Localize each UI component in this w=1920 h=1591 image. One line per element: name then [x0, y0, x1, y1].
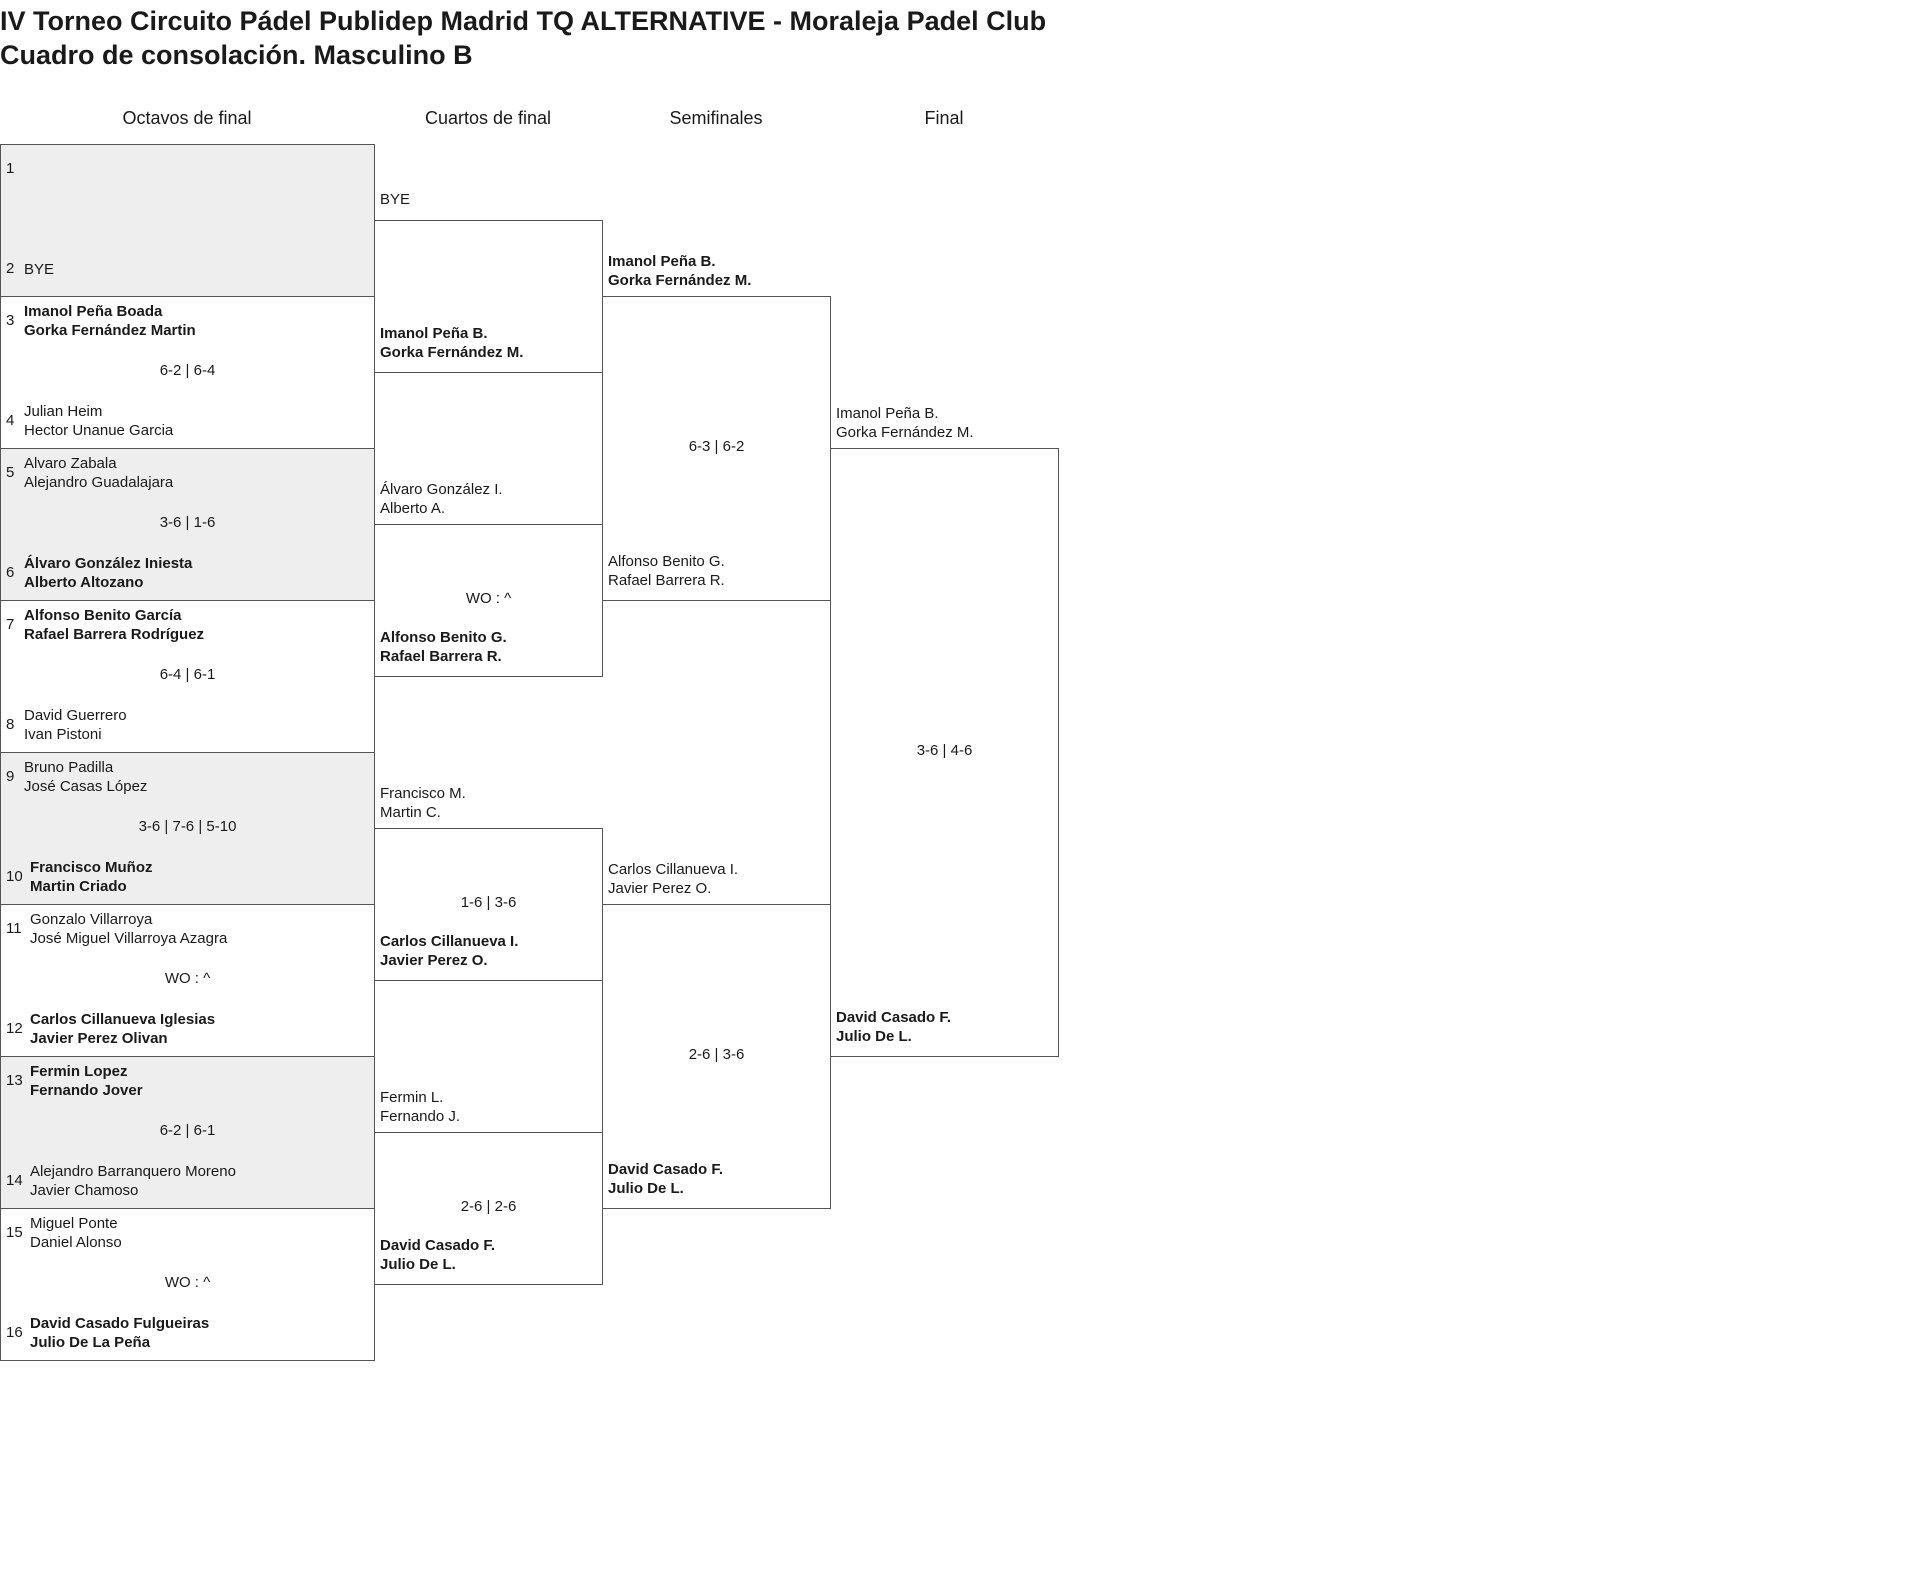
match-score: 2-6 | 2-6 — [460, 1198, 517, 1215]
team-top — [24, 302, 196, 340]
player-name: Fernando Jover — [30, 1082, 143, 1099]
team-top — [608, 860, 738, 898]
seed-number: 8 — [6, 716, 15, 733]
match-score: 2-6 | 3-6 — [688, 1046, 745, 1063]
team-bottom — [30, 1162, 236, 1200]
tournament-title: IV Torneo Circuito Pádel Publidep Madrid TQ ALTERNATIVE - Moraleja Padel Club — [0, 6, 1047, 36]
match-score: 6-4 | 6-1 — [159, 666, 216, 683]
seed-number: 16 — [6, 1324, 23, 1341]
match-score: WO : ^ — [164, 1274, 211, 1291]
player-name: David Casado F. — [380, 1237, 496, 1254]
team-bottom — [608, 552, 725, 590]
player-name: BYE — [380, 191, 411, 208]
team-top — [24, 454, 173, 492]
seed-number: 13 — [6, 1072, 23, 1089]
team-bottom — [30, 1314, 209, 1352]
player-name: David Casado F. — [836, 1009, 952, 1026]
match-score: 6-3 | 6-2 — [688, 438, 745, 455]
team-top — [30, 1062, 143, 1100]
player-name: Javier Perez O. — [608, 880, 712, 897]
player-name: BYE — [24, 261, 55, 278]
player-name: Alejandro Barranquero Moreno — [30, 1163, 236, 1180]
player-name: Gorka Fernández M. — [608, 272, 752, 289]
player-name: Ivan Pistoni — [24, 726, 102, 743]
match-score: WO : ^ — [164, 970, 211, 987]
player-name: Francisco Muñoz — [30, 859, 153, 876]
player-name: Julio De L. — [380, 1256, 456, 1273]
player-name: Carlos Cillanueva I. — [608, 861, 739, 878]
page-title — [0, 4, 1046, 72]
player-name: Álvaro González Iniesta — [24, 555, 193, 572]
player-name: Alberto Altozano — [24, 574, 144, 591]
team-top — [836, 404, 974, 442]
seed-number: 12 — [6, 1020, 23, 1037]
player-name: Carlos Cillanueva I. — [380, 933, 519, 950]
player-name: Alfonso Benito G. — [380, 629, 507, 646]
player-name: Carlos Cillanueva Iglesias — [30, 1011, 216, 1028]
r16-match-box — [0, 144, 375, 297]
player-name: Alfonso Benito G. — [608, 553, 725, 570]
player-name: Bruno Padilla — [24, 759, 114, 776]
team-top — [380, 1088, 460, 1126]
player-name: Alberto A. — [380, 500, 446, 517]
team-bottom — [30, 858, 153, 896]
team-bottom — [24, 706, 127, 744]
player-name: David Casado Fulgueiras — [30, 1315, 210, 1332]
team-bottom — [608, 1160, 723, 1198]
team-bottom — [380, 1236, 495, 1274]
team-top — [380, 784, 466, 822]
player-name: Imanol Peña Boada — [24, 303, 163, 320]
player-name: Imanol Peña B. — [836, 405, 939, 422]
team-top — [380, 190, 410, 209]
team-bottom — [836, 1008, 951, 1046]
player-name: Rafael Barrera Rodríguez — [24, 626, 205, 643]
team-top — [30, 910, 227, 948]
team-bottom — [30, 1010, 215, 1048]
seed-number: 15 — [6, 1224, 23, 1241]
player-name: Fermin L. — [380, 1089, 444, 1106]
team-bottom — [380, 628, 507, 666]
player-name: Gorka Fernández Martin — [24, 322, 196, 339]
player-name: Julio De L. — [836, 1028, 912, 1045]
player-name: Alvaro Zabala — [24, 455, 117, 472]
match-score: 6-2 | 6-4 — [159, 362, 216, 379]
seed-number: 5 — [6, 464, 15, 481]
seed-number: 6 — [6, 564, 15, 581]
team-bottom — [24, 260, 54, 279]
player-name: David Casado F. — [608, 1161, 724, 1178]
draw-subtitle: Cuadro de consolación. Masculino B — [0, 40, 473, 70]
player-name: Julian Heim — [24, 403, 103, 420]
player-name: David Guerrero — [24, 707, 127, 724]
team-bottom — [24, 402, 173, 440]
player-name: Julio De L. — [608, 1180, 684, 1197]
player-name: Rafael Barrera R. — [380, 648, 502, 665]
round-header-final: Final — [924, 108, 964, 128]
seed-number: 11 — [6, 920, 22, 937]
seed-number: 9 — [6, 768, 15, 785]
seed-number: 2 — [6, 260, 15, 277]
team-top — [24, 758, 147, 796]
player-name: Álvaro González I. — [380, 481, 503, 498]
player-name: Francisco M. — [380, 785, 466, 802]
seed-number: 14 — [6, 1172, 23, 1189]
round-header-sf: Semifinales — [669, 108, 763, 128]
team-bottom — [24, 554, 192, 592]
player-name: Gorka Fernández M. — [380, 344, 524, 361]
player-name: Julio De La Peña — [30, 1334, 151, 1351]
seed-number: 7 — [6, 616, 15, 633]
player-name: Javier Perez O. — [380, 952, 488, 969]
player-name: Alfonso Benito García — [24, 607, 182, 624]
round-header-r16: Octavos de final — [122, 108, 252, 128]
seed-number: 1 — [6, 160, 15, 177]
player-name: Gorka Fernández M. — [836, 424, 974, 441]
match-score: 6-2 | 6-1 — [159, 1122, 216, 1139]
seed-number: 4 — [6, 412, 15, 429]
player-name: Imanol Peña B. — [380, 325, 488, 342]
team-top — [30, 1214, 122, 1252]
player-name: José Casas López — [24, 778, 148, 795]
player-name: Javier Perez Olivan — [30, 1030, 168, 1047]
seed-number: 10 — [6, 868, 23, 885]
player-name: Miguel Ponte — [30, 1215, 118, 1232]
match-score: 1-6 | 3-6 — [460, 894, 517, 911]
player-name: Gonzalo Villarroya — [30, 911, 153, 928]
team-top — [380, 480, 503, 518]
player-name: Martin C. — [380, 804, 441, 821]
player-name: José Miguel Villarroya Azagra — [30, 930, 228, 947]
player-name: Hector Unanue Garcia — [24, 422, 174, 439]
team-bottom — [380, 324, 523, 362]
round-header-qf: Cuartos de final — [424, 108, 552, 128]
seed-number: 3 — [6, 312, 15, 329]
player-name: Fernando J. — [380, 1108, 461, 1125]
team-bottom — [380, 932, 518, 970]
player-name: Fermin Lopez — [30, 1063, 128, 1080]
match-score: 3-6 | 7-6 | 5-10 — [138, 818, 237, 835]
match-score: 3-6 | 4-6 — [916, 742, 973, 759]
team-top — [608, 252, 751, 290]
player-name: Javier Chamoso — [30, 1182, 139, 1199]
player-name: Daniel Alonso — [30, 1234, 122, 1251]
player-name: Rafael Barrera R. — [608, 572, 725, 589]
player-name: Martin Criado — [30, 878, 127, 895]
player-name: Alejandro Guadalajara — [24, 474, 174, 491]
match-score: WO : ^ — [465, 590, 512, 607]
team-top — [24, 606, 204, 644]
match-score: 3-6 | 1-6 — [159, 514, 216, 531]
player-name: Imanol Peña B. — [608, 253, 716, 270]
